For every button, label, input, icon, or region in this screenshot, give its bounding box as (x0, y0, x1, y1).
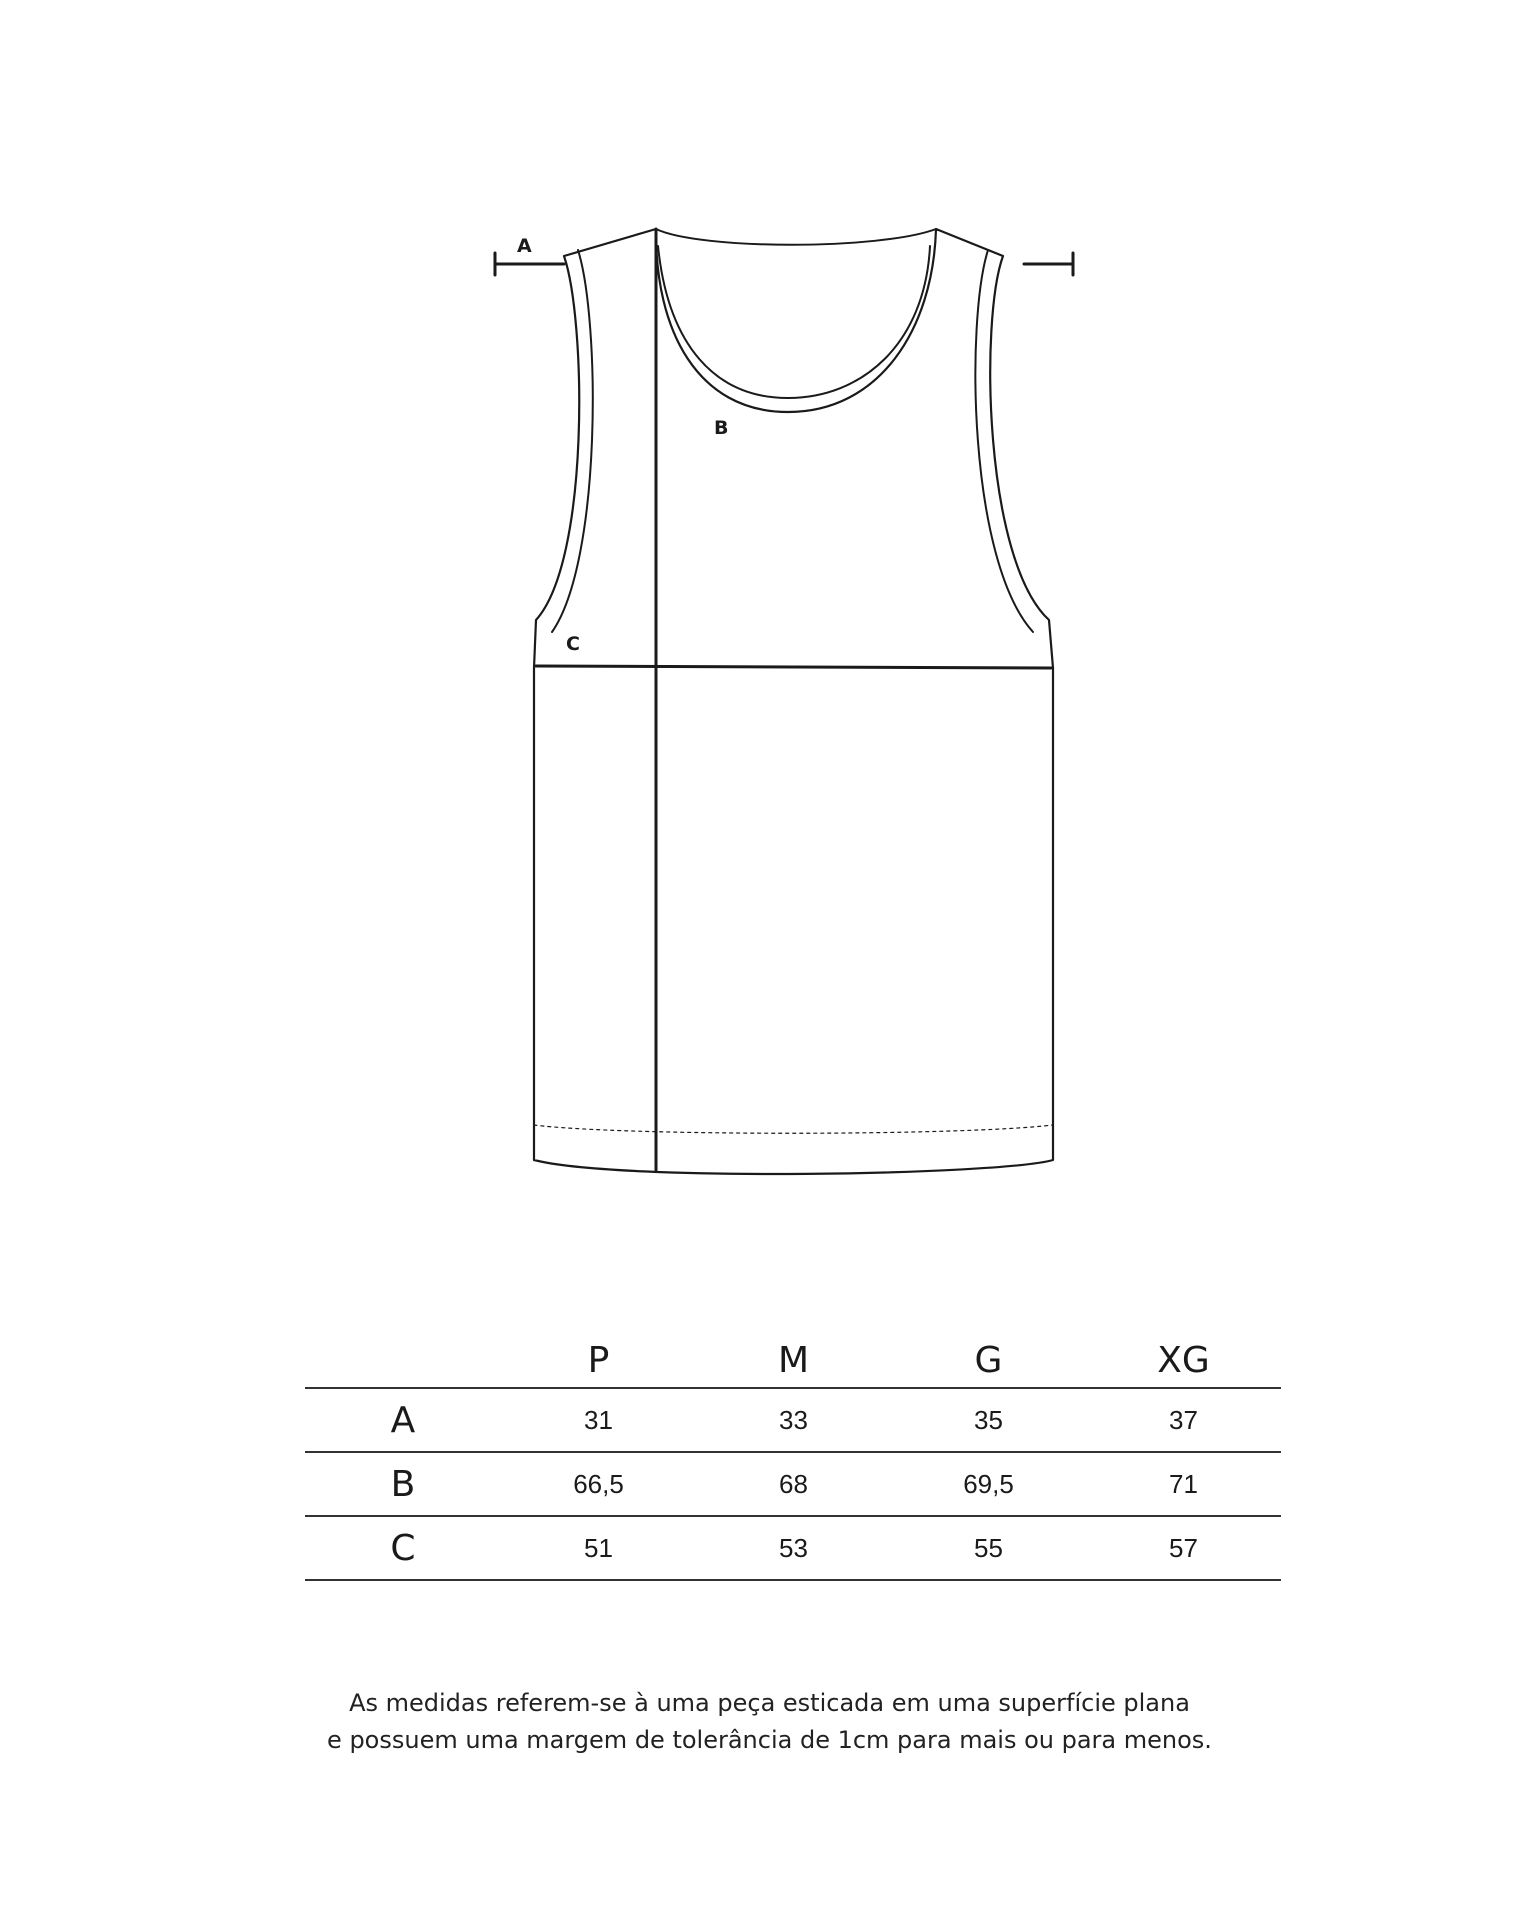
header-size-xg: XG (1086, 1305, 1281, 1388)
size-table (305, 1305, 1281, 1581)
right-armhole-binding (975, 250, 1033, 632)
label-c: C (566, 633, 580, 655)
note-line-1: As medidas referem-se à uma peça esticada em uma superfície plana (349, 1689, 1190, 1717)
cell-c-xg: 57 (1086, 1516, 1281, 1580)
cell-a-xg: 37 (1086, 1388, 1281, 1452)
label-a: A (517, 235, 532, 257)
cell-b-xg: 71 (1086, 1452, 1281, 1516)
cell-c-m: 53 (696, 1516, 891, 1580)
measure-c-line (536, 666, 1051, 668)
header-blank (305, 1305, 501, 1388)
cell-a-m: 33 (696, 1388, 891, 1452)
row-label-b: B (305, 1452, 501, 1516)
measurement-lines (495, 229, 1073, 1170)
cell-b-m: 68 (696, 1452, 891, 1516)
header-size-p: P (501, 1305, 696, 1388)
cell-b-p: 66,5 (501, 1452, 696, 1516)
label-b: B (714, 417, 729, 439)
table-row (305, 1388, 1281, 1452)
table-row (305, 1452, 1281, 1516)
header-size-g: G (891, 1305, 1086, 1388)
note-line-2: e possuem uma margem de tolerância de 1cm para mais ou para menos. (327, 1726, 1212, 1754)
tank-top-outline (534, 229, 1053, 1174)
table-row (305, 1516, 1281, 1580)
row-label-a: A (305, 1388, 501, 1452)
cell-c-p: 51 (501, 1516, 696, 1580)
table-header-row (305, 1305, 1281, 1388)
cell-b-g: 69,5 (891, 1452, 1086, 1516)
cell-a-g: 35 (891, 1388, 1086, 1452)
header-size-m: M (696, 1305, 891, 1388)
cell-c-g: 55 (891, 1516, 1086, 1580)
neck-binding-back (656, 229, 936, 245)
measurement-note (0, 1685, 1539, 1759)
neck-binding (658, 246, 930, 398)
row-label-c: C (305, 1516, 501, 1580)
hem-stitching (534, 1125, 1053, 1133)
cell-a-p: 31 (501, 1388, 696, 1452)
